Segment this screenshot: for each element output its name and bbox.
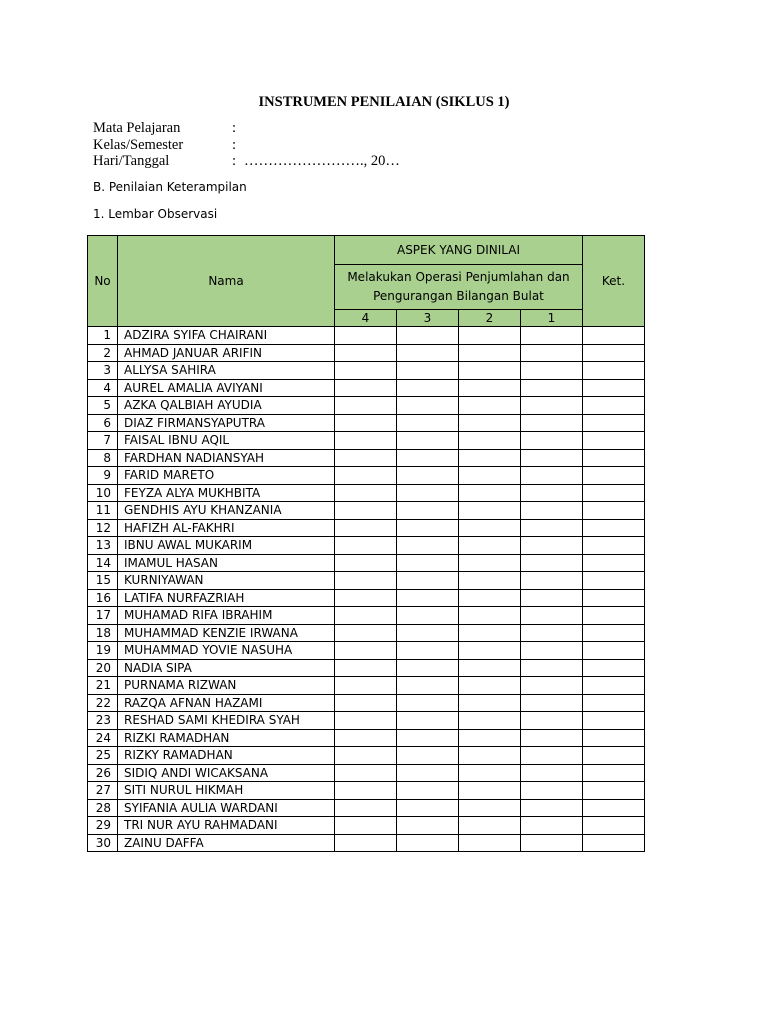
header-no: No [88,236,118,327]
score-1-cell[interactable] [521,467,583,485]
student-name: RIZKY RAMADHAN [118,747,335,765]
ket-cell[interactable] [583,799,645,817]
score-4-cell[interactable] [335,782,397,800]
score-2-cell[interactable] [459,782,521,800]
student-name: FAISAL IBNU AQIL [118,432,335,450]
row-number: 23 [88,712,118,730]
score-3-cell[interactable] [397,712,459,730]
row-number: 11 [88,502,118,520]
ket-cell[interactable] [583,624,645,642]
student-name: GENDHIS AYU KHANZANIA [118,502,335,520]
score-4-cell[interactable] [335,554,397,572]
student-name: FARDHAN NADIANSYAH [118,449,335,467]
score-1-cell[interactable] [521,362,583,380]
score-4-cell[interactable] [335,379,397,397]
table-row [88,677,645,695]
row-number: 25 [88,747,118,765]
score-4-cell[interactable] [335,729,397,747]
score-2-cell[interactable] [459,554,521,572]
row-number: 28 [88,799,118,817]
ket-cell[interactable] [583,379,645,397]
row-number: 1 [88,327,118,345]
student-name: LATIFA NURFAZRIAH [118,589,335,607]
score-3-cell[interactable] [397,624,459,642]
student-name: DIAZ FIRMANSYAPUTRA [118,414,335,432]
score-4-cell[interactable] [335,659,397,677]
score-3-cell[interactable] [397,362,459,380]
score-2-cell[interactable] [459,537,521,555]
score-2-cell[interactable] [459,677,521,695]
score-3-cell[interactable] [397,764,459,782]
table-row [88,554,645,572]
score-2-cell[interactable] [459,834,521,852]
score-1-cell[interactable] [521,642,583,660]
info-colon: : [232,136,237,153]
ket-cell[interactable] [583,642,645,660]
score-1-cell[interactable] [521,624,583,642]
table-row [88,694,645,712]
score-1-cell[interactable] [521,729,583,747]
score-2-cell[interactable] [459,414,521,432]
row-number: 29 [88,817,118,835]
score-3-cell[interactable] [397,379,459,397]
score-4-cell[interactable] [335,344,397,362]
score-2-cell[interactable] [459,467,521,485]
info-label: Kelas/Semester [93,136,184,153]
score-1-cell[interactable] [521,344,583,362]
score-4-cell[interactable] [335,397,397,415]
score-3-cell[interactable] [397,572,459,590]
info-label: Mata Pelajaran [93,120,181,136]
student-name: AHMAD JANUAR ARIFIN [118,344,335,362]
row-number: 20 [88,659,118,677]
header-aspek: ASPEK YANG DINILAI [335,236,583,265]
score-3-cell[interactable] [397,694,459,712]
score-4-cell[interactable] [335,624,397,642]
score-4-cell[interactable] [335,537,397,555]
score-3-cell[interactable] [397,834,459,852]
score-3-cell[interactable] [397,659,459,677]
student-name: AZKA QALBIAH AYUDIA [118,397,335,415]
score-4-cell[interactable] [335,362,397,380]
student-name: KURNIYAWAN [118,572,335,590]
header-score-1: 1 [521,310,583,327]
ket-cell[interactable] [583,397,645,415]
ket-cell[interactable] [583,607,645,625]
header-score-2: 2 [459,310,521,327]
table-row [88,432,645,450]
student-name: MUHAMMAD YOVIE NASUHA [118,642,335,660]
table-row [88,537,645,555]
row-number: 26 [88,764,118,782]
score-4-cell[interactable] [335,834,397,852]
score-4-cell[interactable] [335,747,397,765]
student-name: HAFIZH AL-FAKHRI [118,519,335,537]
student-name: MUHAMMAD KENZIE IRWANA [118,624,335,642]
score-3-cell[interactable] [397,467,459,485]
score-2-cell[interactable] [459,572,521,590]
row-number: 21 [88,677,118,695]
table-row [88,834,645,852]
table-row [88,764,645,782]
score-2-cell[interactable] [459,327,521,345]
score-4-cell[interactable] [335,484,397,502]
score-2-cell[interactable] [459,764,521,782]
score-4-cell[interactable] [335,572,397,590]
row-number: 30 [88,834,118,852]
table-row [88,817,645,835]
score-2-cell[interactable] [459,449,521,467]
score-1-cell[interactable] [521,589,583,607]
score-2-cell[interactable] [459,397,521,415]
ket-cell[interactable] [583,729,645,747]
table-row [88,747,645,765]
row-number: 7 [88,432,118,450]
score-3-cell[interactable] [397,729,459,747]
row-number: 5 [88,397,118,415]
table-row [88,642,645,660]
row-number: 9 [88,467,118,485]
student-name: RAZQA AFNAN HAZAMI [118,694,335,712]
score-4-cell[interactable] [335,694,397,712]
observation-table [87,235,645,852]
score-4-cell[interactable] [335,467,397,485]
table-row [88,449,645,467]
score-1-cell[interactable] [521,519,583,537]
row-number: 17 [88,607,118,625]
info-value: ……………………., 20… [244,153,400,169]
score-1-cell[interactable] [521,659,583,677]
row-number: 18 [88,624,118,642]
ket-cell[interactable] [583,327,645,345]
ket-cell[interactable] [583,449,645,467]
score-3-cell[interactable] [397,589,459,607]
score-4-cell[interactable] [335,327,397,345]
score-4-cell[interactable] [335,642,397,660]
student-name: MUHAMAD RIFA IBRAHIM [118,607,335,625]
ket-cell[interactable] [583,344,645,362]
score-1-cell[interactable] [521,817,583,835]
score-4-cell[interactable] [335,712,397,730]
info-colon: : [232,153,237,169]
score-2-cell[interactable] [459,712,521,730]
score-4-cell[interactable] [335,677,397,695]
score-2-cell[interactable] [459,484,521,502]
table-row [88,362,645,380]
ket-cell[interactable] [583,677,645,695]
score-2-cell[interactable] [459,362,521,380]
student-name: RIZKI RAMADHAN [118,729,335,747]
row-number: 15 [88,572,118,590]
score-3-cell[interactable] [397,817,459,835]
header-nama: Nama [118,236,335,327]
score-4-cell[interactable] [335,432,397,450]
student-name: SITI NURUL HIKMAH [118,782,335,800]
score-2-cell[interactable] [459,642,521,660]
score-4-cell[interactable] [335,799,397,817]
score-2-cell[interactable] [459,799,521,817]
row-number: 16 [88,589,118,607]
score-3-cell[interactable] [397,782,459,800]
ket-cell[interactable] [583,502,645,520]
ket-cell[interactable] [583,747,645,765]
score-2-cell[interactable] [459,747,521,765]
score-3-cell[interactable] [397,677,459,695]
header-score-4: 4 [335,310,397,327]
student-name: SYIFANIA AULIA WARDANI [118,799,335,817]
ket-cell[interactable] [583,834,645,852]
student-name: IBNU AWAL MUKARIM [118,537,335,555]
score-1-cell[interactable] [521,537,583,555]
score-3-cell[interactable] [397,414,459,432]
score-2-cell[interactable] [459,379,521,397]
student-name: ZAINU DAFFA [118,834,335,852]
score-4-cell[interactable] [335,589,397,607]
table-row [88,397,645,415]
score-2-cell[interactable] [459,694,521,712]
table-body [88,327,645,852]
row-number: 24 [88,729,118,747]
score-3-cell[interactable] [397,747,459,765]
score-3-cell[interactable] [397,554,459,572]
table-row [88,589,645,607]
student-name: SIDIQ ANDI WICAKSANA [118,764,335,782]
student-name: ALLYSA SAHIRA [118,362,335,380]
score-2-cell[interactable] [459,659,521,677]
ket-cell[interactable] [583,764,645,782]
score-2-cell[interactable] [459,607,521,625]
row-number: 6 [88,414,118,432]
table-row [88,379,645,397]
ket-cell[interactable] [583,817,645,835]
ket-cell[interactable] [583,432,645,450]
header-aspek-detail: Melakukan Operasi Penjumlahan dan Pengurangan Bilangan Bulat [335,265,583,310]
page-title: INSTRUMEN PENILAIAN (SIKLUS 1) [258,94,510,110]
table-row [88,572,645,590]
score-4-cell[interactable] [335,607,397,625]
row-number: 22 [88,694,118,712]
score-2-cell[interactable] [459,519,521,537]
student-name: FEYZA ALYA MUKHBITA [118,484,335,502]
ket-cell[interactable] [583,659,645,677]
score-2-cell[interactable] [459,729,521,747]
row-number: 14 [88,554,118,572]
score-1-cell[interactable] [521,379,583,397]
ket-cell[interactable] [583,519,645,537]
score-1-cell[interactable] [521,782,583,800]
ket-cell[interactable] [583,414,645,432]
section-heading-b: B. Penilaian Keterampilan [93,180,247,194]
student-name: AUREL AMALIA AVIYANI [118,379,335,397]
score-3-cell[interactable] [397,432,459,450]
info-colon: : [232,120,237,136]
student-name: IMAMUL HASAN [118,554,335,572]
row-number: 19 [88,642,118,660]
score-3-cell[interactable] [397,344,459,362]
score-1-cell[interactable] [521,764,583,782]
row-number: 8 [88,449,118,467]
row-number: 13 [88,537,118,555]
score-1-cell[interactable] [521,712,583,730]
score-4-cell[interactable] [335,817,397,835]
score-4-cell[interactable] [335,414,397,432]
ket-cell[interactable] [583,694,645,712]
score-1-cell[interactable] [521,607,583,625]
score-1-cell[interactable] [521,572,583,590]
score-1-cell[interactable] [521,834,583,852]
score-3-cell[interactable] [397,537,459,555]
row-number: 2 [88,344,118,362]
table-row [88,782,645,800]
score-3-cell[interactable] [397,519,459,537]
score-3-cell[interactable] [397,327,459,345]
score-1-cell[interactable] [521,799,583,817]
table-row [88,502,645,520]
ket-cell[interactable] [583,782,645,800]
score-3-cell[interactable] [397,607,459,625]
score-2-cell[interactable] [459,344,521,362]
ket-cell[interactable] [583,467,645,485]
score-1-cell[interactable] [521,432,583,450]
student-name: TRI NUR AYU RAHMADANI [118,817,335,835]
row-number: 10 [88,484,118,502]
header-ket: Ket. [583,236,645,327]
score-3-cell[interactable] [397,449,459,467]
score-1-cell[interactable] [521,554,583,572]
score-3-cell[interactable] [397,502,459,520]
table-row [88,799,645,817]
score-2-cell[interactable] [459,817,521,835]
table-row [88,607,645,625]
row-number: 12 [88,519,118,537]
ket-cell[interactable] [583,484,645,502]
info-label: Hari/Tanggal [93,153,170,169]
ket-cell[interactable] [583,589,645,607]
score-3-cell[interactable] [397,799,459,817]
score-3-cell[interactable] [397,642,459,660]
score-1-cell[interactable] [521,747,583,765]
score-1-cell[interactable] [521,449,583,467]
score-1-cell[interactable] [521,327,583,345]
score-1-cell[interactable] [521,484,583,502]
score-2-cell[interactable] [459,589,521,607]
ket-cell[interactable] [583,572,645,590]
header-score-3: 3 [397,310,459,327]
score-1-cell[interactable] [521,694,583,712]
ket-cell[interactable] [583,712,645,730]
table-row [88,624,645,642]
table-row [88,729,645,747]
student-name: ADZIRA SYIFA CHAIRANI [118,327,335,345]
score-2-cell[interactable] [459,624,521,642]
student-name: RESHAD SAMI KHEDIRA SYAH [118,712,335,730]
ket-cell[interactable] [583,362,645,380]
ket-cell[interactable] [583,537,645,555]
score-3-cell[interactable] [397,397,459,415]
table-row [88,327,645,345]
row-number: 4 [88,379,118,397]
table-row [88,659,645,677]
row-number: 3 [88,362,118,380]
score-4-cell[interactable] [335,449,397,467]
student-name: FARID MARETO [118,467,335,485]
table-row [88,712,645,730]
table-row [88,344,645,362]
score-3-cell[interactable] [397,484,459,502]
score-1-cell[interactable] [521,397,583,415]
score-2-cell[interactable] [459,432,521,450]
score-4-cell[interactable] [335,519,397,537]
student-name: NADIA SIPA [118,659,335,677]
table-row [88,414,645,432]
score-1-cell[interactable] [521,414,583,432]
score-1-cell[interactable] [521,677,583,695]
row-number: 27 [88,782,118,800]
score-2-cell[interactable] [459,502,521,520]
table-row [88,467,645,485]
score-4-cell[interactable] [335,764,397,782]
table-row [88,519,645,537]
score-1-cell[interactable] [521,502,583,520]
ket-cell[interactable] [583,554,645,572]
score-4-cell[interactable] [335,502,397,520]
section-heading-1: 1. Lembar Observasi [93,207,218,221]
table-row [88,484,645,502]
student-name: PURNAMA RIZWAN [118,677,335,695]
